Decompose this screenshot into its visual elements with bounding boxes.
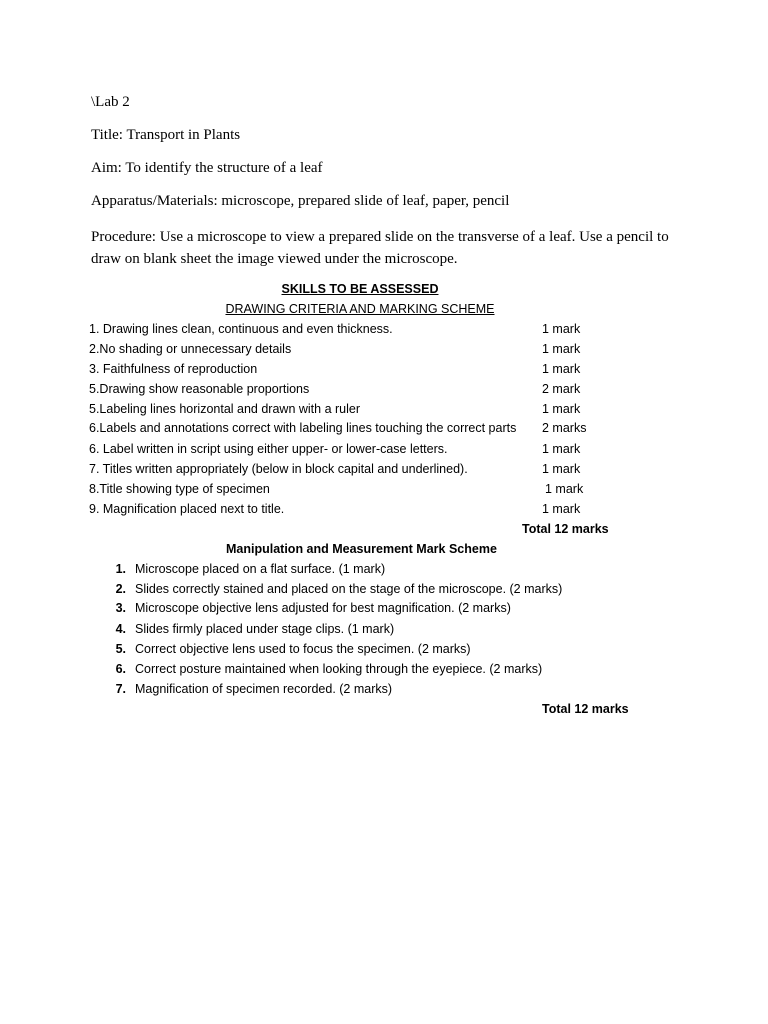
skills-heading: SKILLS TO BE ASSESSED: [281, 282, 439, 296]
criteria-mark: 1 mark: [542, 442, 581, 456]
list-number: 2.: [115, 582, 126, 596]
criteria-mark: 1 mark: [542, 502, 581, 516]
criteria-item: 5.Drawing show reasonable proportions: [89, 382, 310, 396]
lab-label: \Lab 2: [91, 94, 130, 110]
title-line: Title: Transport in Plants: [91, 127, 241, 143]
list-number: 3.: [115, 601, 126, 615]
criteria-mark: 1 mark: [542, 322, 581, 336]
drawing-criteria-heading: DRAWING CRITERIA AND MARKING SCHEME: [225, 302, 495, 316]
criteria-item: 1. Drawing lines clean, continuous and even thickness.: [89, 322, 393, 336]
list-item: Correct posture maintained when looking through the eyepiece. (2 marks): [135, 662, 543, 676]
criteria-item: 7. Titles written appropriately (below in block capital and underlined).: [89, 462, 468, 476]
criteria-item: 2.No shading or unnecessary details: [89, 342, 292, 356]
list-item: Microscope objective lens adjusted for best magnification. (2 marks): [135, 601, 511, 615]
aim-line: Aim: To identify the structure of a leaf: [91, 160, 323, 176]
list-item: Correct objective lens used to focus the specimen. (2 marks): [135, 642, 471, 656]
apparatus-line: Apparatus/Materials: microscope, prepared slide of leaf, paper, pencil: [91, 193, 510, 209]
list-number: 6.: [115, 662, 126, 676]
criteria-mark: 2 mark: [542, 382, 581, 396]
criteria-item: 8.Title showing type of specimen: [89, 482, 270, 496]
list-number: 4.: [115, 622, 126, 636]
list-number: 5.: [115, 642, 126, 656]
criteria-mark: 1 mark: [545, 482, 584, 496]
criteria-item: 5.Labeling lines horizontal and drawn with a ruler: [89, 402, 360, 416]
criteria-mark: 1 mark: [542, 342, 581, 356]
drawing-total: Total 12 marks: [522, 522, 609, 536]
list-number: 7.: [115, 682, 126, 696]
list-item: Slides firmly placed under stage clips. (1 mark): [135, 622, 395, 636]
list-item: Magnification of specimen recorded. (2 marks): [135, 682, 393, 696]
criteria-mark: 1 mark: [542, 362, 581, 376]
procedure-paragraph: Procedure: Use a microscope to view a prepared slide on the transverse of a leaf. Use a pencil to draw on blank sheet the image viewed under the microscope.: [91, 229, 669, 267]
criteria-mark: 1 mark: [542, 462, 581, 476]
manipulation-heading: Manipulation and Measurement Mark Scheme: [226, 542, 497, 556]
criteria-mark: 1 mark: [542, 402, 581, 416]
list-item: Slides correctly stained and placed on the stage of the microscope. (2 marks): [135, 582, 563, 596]
criteria-item: 3. Faithfulness of reproduction: [89, 362, 258, 376]
list-number: 1.: [115, 562, 126, 576]
criteria-item: 6.Labels and annotations correct with labeling lines touching the correct parts: [89, 421, 517, 435]
criteria-item: 6. Label written in script using either upper- or lower-case letters.: [89, 442, 448, 456]
criteria-mark: 2 marks: [542, 421, 587, 435]
list-item: Microscope placed on a flat surface. (1 mark): [135, 562, 386, 576]
manipulation-total: Total 12 marks: [542, 702, 629, 716]
criteria-item: 9. Magnification placed next to title.: [89, 502, 285, 516]
